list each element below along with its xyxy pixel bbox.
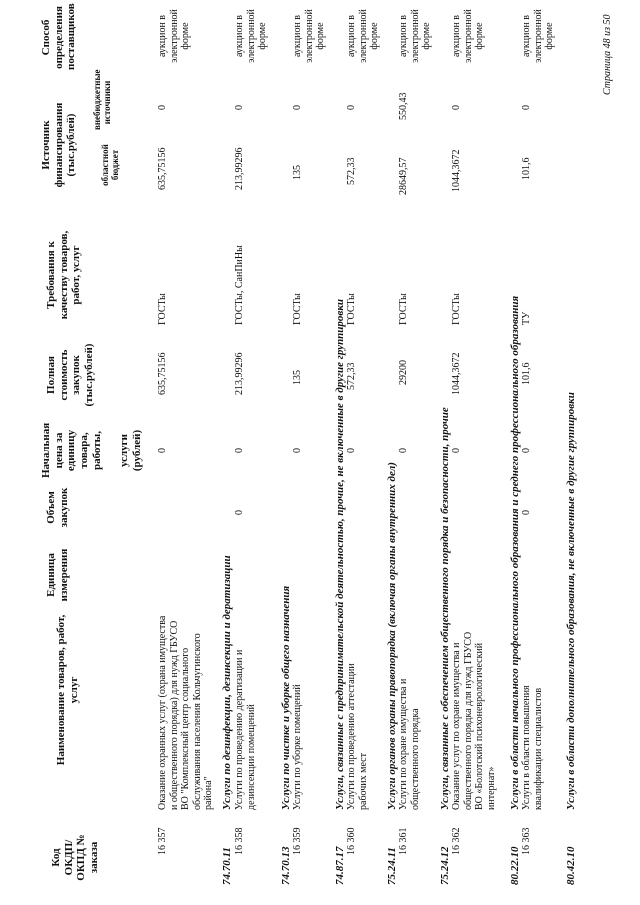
header-fin-extra: внебюджетные источники — [92, 69, 113, 130]
header-fin-regional: областной бюджет — [100, 144, 121, 186]
row-requirements: ГОСТы — [157, 293, 168, 325]
row-method: аукцион в электронной форме — [451, 9, 485, 63]
header-price: Начальная цена за единицу товара, работы, — [40, 422, 103, 478]
header-price-tail: услуги (рублей) — [118, 429, 143, 472]
row-fin-extra: 550,43 — [398, 92, 409, 120]
group-code: 80.22.10 — [509, 846, 521, 885]
row-id: 16 359 — [292, 827, 303, 855]
row-fin-regional: 213,99296 — [234, 147, 245, 190]
row-method: аукцион в электронной форме — [346, 9, 380, 63]
row-name: Услуги в области повышения квалификации специалистов — [521, 685, 544, 810]
row-requirements: ТУ — [521, 311, 532, 325]
row-price: 0 — [398, 448, 409, 453]
row-name: Оказание охранных услуг (охрана имущества и общественного порядка) для нужд ГБУСО ВО "Комплексный центр социального обслуживания населения Кольчугинского района" — [157, 615, 214, 810]
row-name: Услуги по уборке помещений — [292, 684, 303, 810]
row-price: 0 — [234, 448, 245, 453]
row-id: 16 358 — [234, 827, 245, 855]
row-fin-regional: 28649,57 — [398, 157, 409, 195]
header-method: Способ определения поставщиков — [40, 3, 78, 70]
row-fin-regional: 135 — [292, 165, 303, 180]
row-fin-extra: 0 — [451, 105, 462, 110]
row-id: 16 363 — [521, 827, 532, 855]
group-name: Услуги в области дополнительного образования, не включенные в другие группировки — [565, 392, 577, 810]
row-requirements: ГОСТы, СанПиНы — [234, 245, 245, 325]
group-code: 74.70.11 — [221, 847, 233, 885]
row-id: 16 360 — [346, 827, 357, 855]
page-number: Страница 48 из 50 — [602, 14, 613, 95]
row-name: Услуги по проведению аттестации рабочих мест — [346, 663, 369, 810]
row-requirements: ГОСТы — [451, 293, 462, 325]
row-fin-extra: 0 — [157, 105, 168, 110]
row-total: 635,75156 — [157, 352, 168, 395]
group-name: Услуги, связанные с предпринимательской деятельностью, прочие, не включенные в другие группировки — [334, 298, 346, 810]
row-total: 135 — [292, 370, 303, 385]
row-price: 0 — [157, 448, 168, 453]
row-total: 572,33 — [346, 362, 357, 390]
row-id: 16 362 — [451, 827, 462, 855]
group-name: Услуги, связанные с обеспечением общественного порядка и безопасности, прочие — [439, 407, 451, 810]
row-price: 0 — [292, 448, 303, 453]
row-fin-regional: 1044,3672 — [451, 149, 462, 192]
row-requirements: ГОСТы — [398, 293, 409, 325]
row-method: аукцион в электронной форме — [521, 9, 555, 63]
header-name: Наименование товаров, работ, услуг — [55, 614, 80, 766]
row-fin-extra: 0 — [346, 105, 357, 110]
row-name: Услуги по охране имущества и общественного порядка — [398, 678, 421, 810]
group-code: 74.70.13 — [280, 846, 292, 885]
header-volume: Объем закупок — [45, 487, 70, 528]
row-fin-extra: 0 — [292, 105, 303, 110]
group-name: Услуги в области начального профессионального образования и среднего профессионального образования — [509, 295, 521, 810]
row-total: 213,99296 — [234, 352, 245, 395]
row-fin-regional: 635,75156 — [157, 147, 168, 190]
row-price: 0 — [521, 448, 532, 453]
row-fin-regional: 572,33 — [346, 157, 357, 185]
row-fin-extra: 0 — [234, 105, 245, 110]
row-price: 0 — [346, 448, 357, 453]
row-volume: 0 — [234, 510, 245, 515]
header-code: Код ОКДП/ ОКПД № заказа — [50, 834, 100, 881]
header-total: Полная стоимость закупок (тыс.рублей) — [45, 343, 95, 407]
group-name: Услуги по чистке и уборке общего назначения — [280, 585, 292, 810]
row-id: 16 357 — [157, 827, 168, 855]
group-code: 75.24.11 — [386, 847, 398, 885]
group-code: 80.42.10 — [565, 846, 577, 885]
row-price: 0 — [451, 448, 462, 453]
row-name: Оказание услуг по охране имущества и общественного порядка для нужд ГБУСО ВО «Болотский психоневрологический интернат» — [451, 631, 497, 810]
row-total: 101,6 — [521, 362, 532, 385]
row-requirements: ГОСТы — [346, 293, 357, 325]
group-name: Услуги органов охраны правопорядка (включая органы внутренних дел) — [386, 462, 398, 810]
row-total: 29200 — [398, 360, 409, 385]
header-finance: Источник финансирования (тыс.рублей) — [40, 102, 78, 188]
header-requirements: Требования к качеству товаров, работ, услуг — [45, 230, 83, 320]
row-fin-extra: 0 — [521, 105, 532, 110]
header-unit: Единица измерения — [45, 548, 70, 602]
row-method: аукцион в электронной форме — [398, 9, 432, 63]
row-requirements: ГОСТы — [292, 293, 303, 325]
row-method: аукцион в электронной форме — [157, 9, 191, 63]
row-name: Услуги по проведению дератизации и дезинсекции помещений — [234, 649, 257, 810]
row-method: аукцион в электронной форме — [234, 9, 268, 63]
group-code: 74.87.17 — [334, 846, 346, 885]
row-fin-regional: 101,6 — [521, 157, 532, 180]
row-volume: 0 — [521, 510, 532, 515]
row-id: 16 361 — [398, 827, 409, 855]
row-method: аукцион в электронной форме — [292, 9, 326, 63]
group-code: 75.24.12 — [439, 846, 451, 885]
row-total: 1044,3672 — [451, 352, 462, 395]
group-name: Услуги по дезинфекции, дезинсекции и дератизации — [221, 555, 233, 810]
